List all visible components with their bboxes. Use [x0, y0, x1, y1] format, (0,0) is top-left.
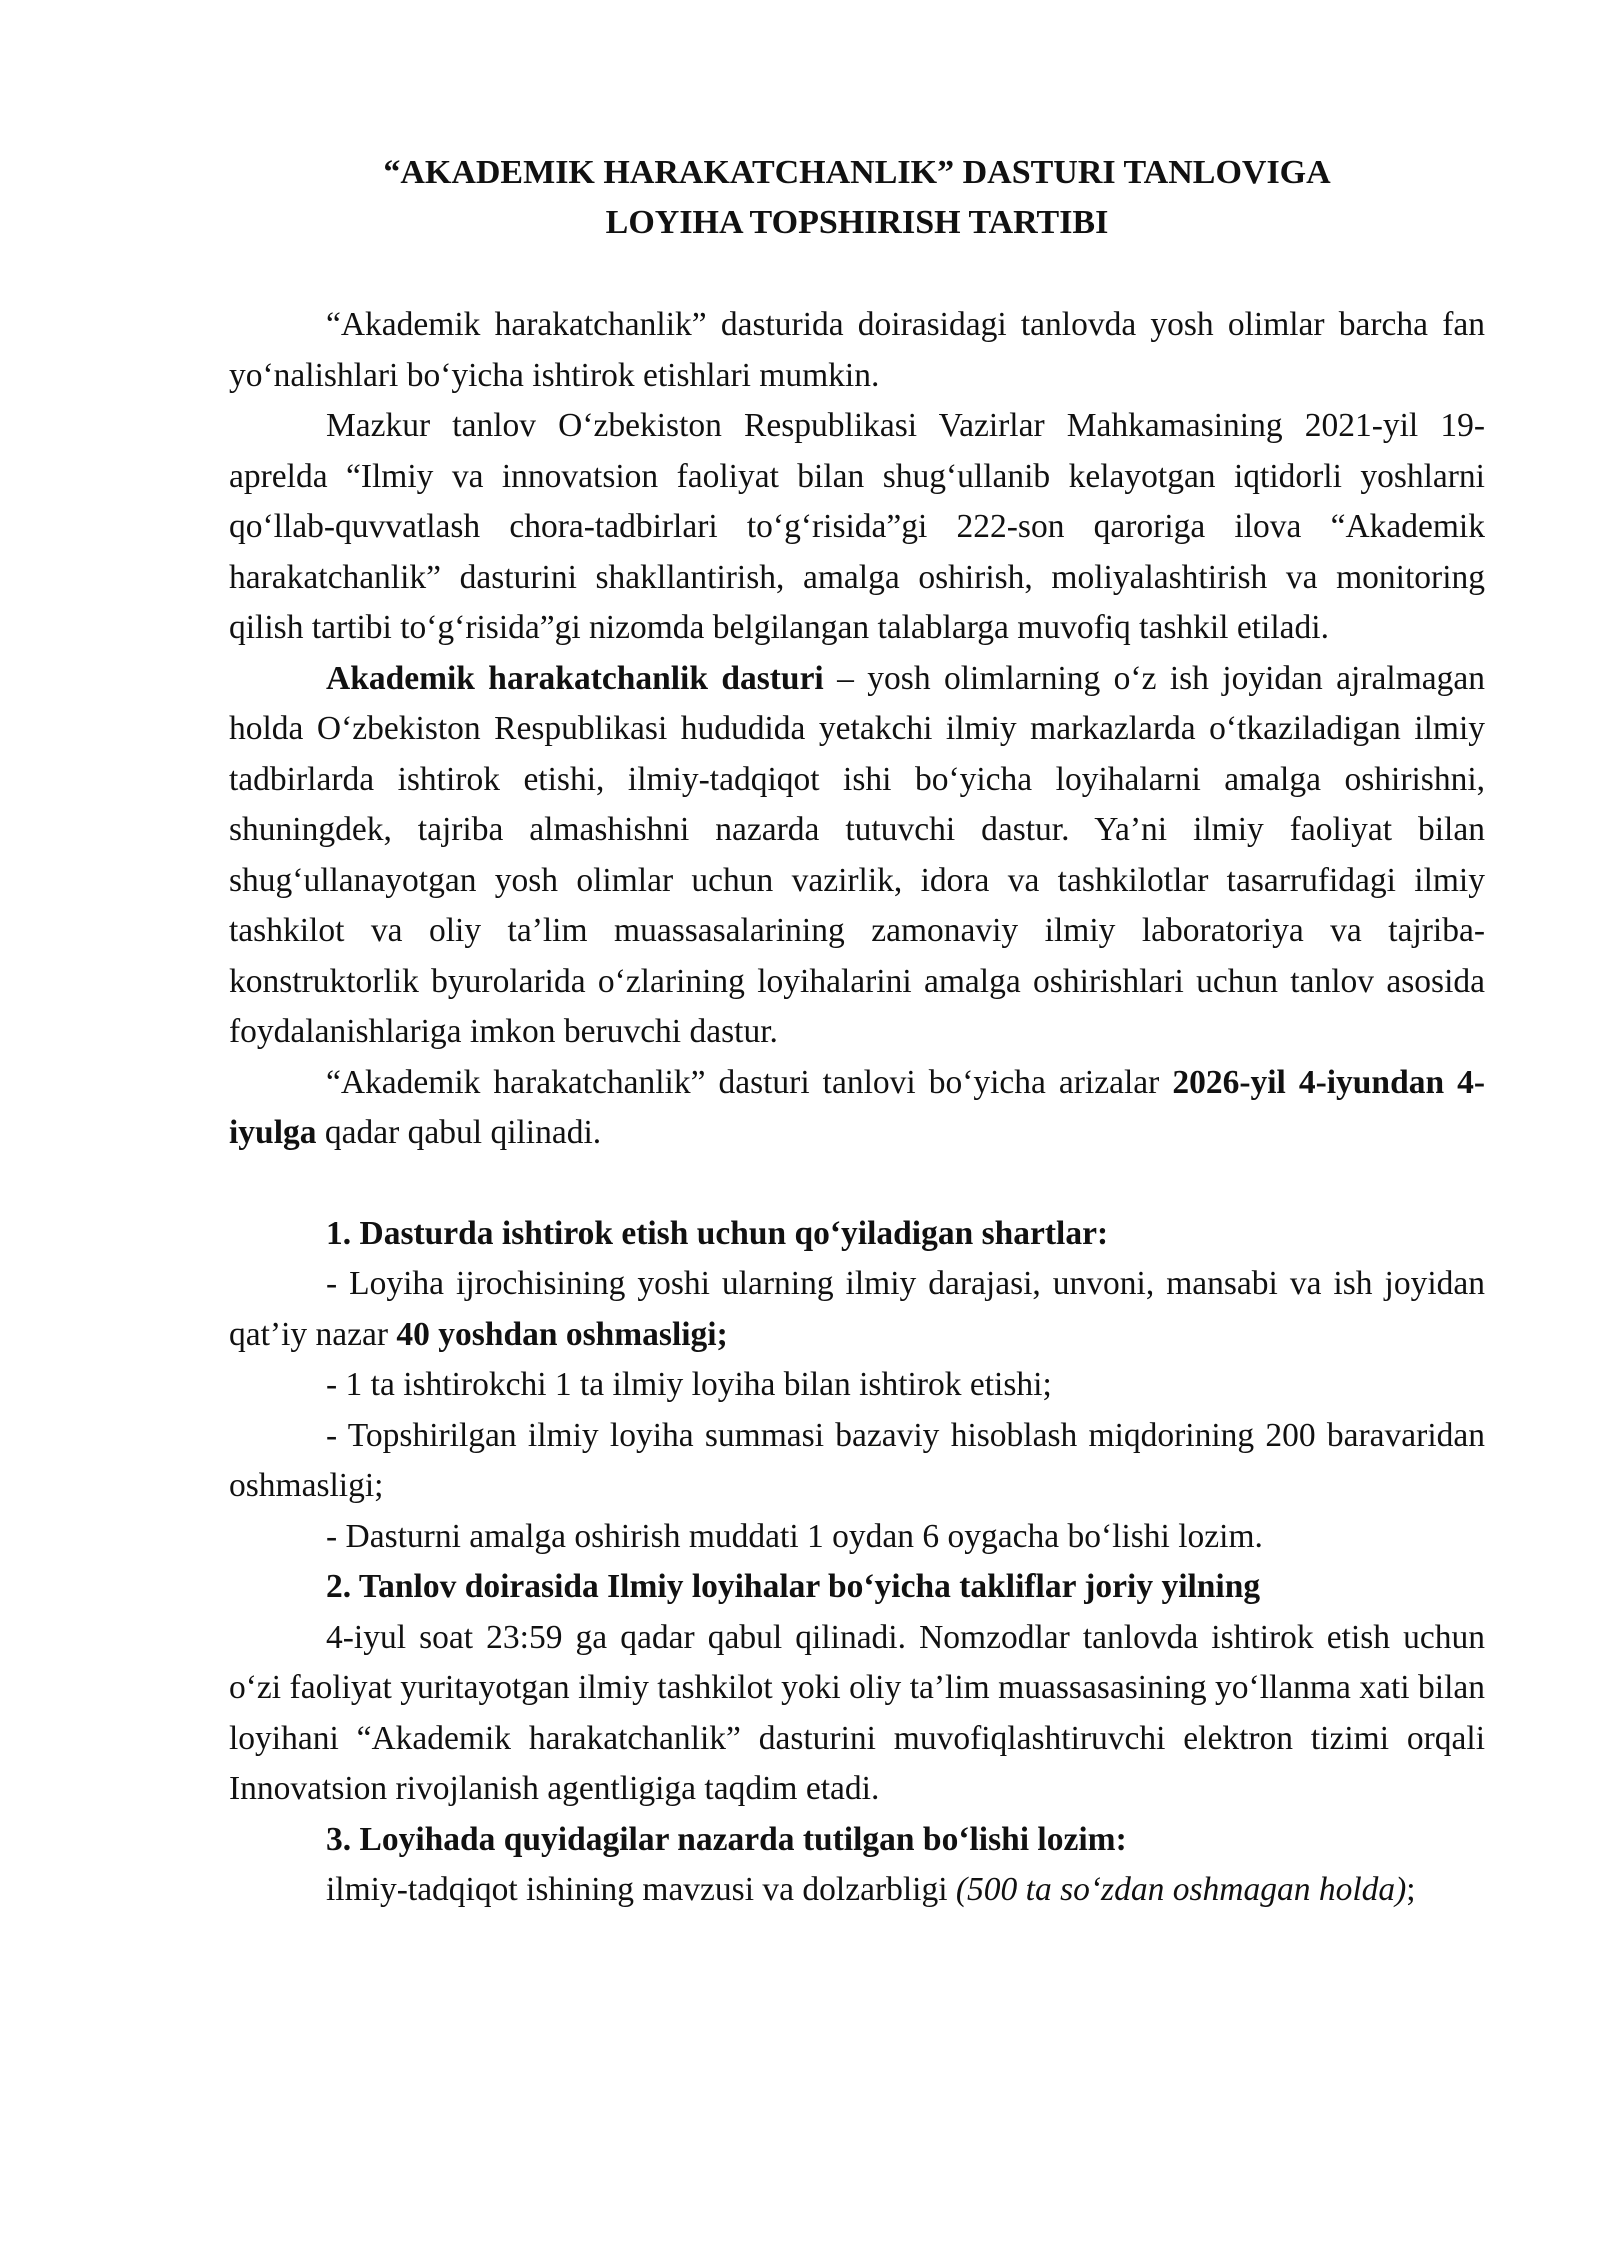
section-1-item-3: - Topshirilgan ilmiy loyiha summasi bazaviy hisoblash miqdorining 200 baravaridan oshmasligi; — [229, 1416, 1485, 1504]
section-2-heading: 2. Tanlov doirasida Ilmiy loyihalar bo‘yicha takliflar joriy yilning — [326, 1568, 1261, 1605]
semicolon: ; — [1406, 1871, 1416, 1908]
program-definition-text: – yosh olimlarning o‘z ish joyidan ajralmagan holda O‘zbekiston Respublikasi hududida yetakchi ilmiy markazlarda o‘tkaziladigan ilmiy tadbirlarda ishtirok etishi, ilmiy-tadqiqot ishi bo‘yicha loyihalarni amalga oshirishni, shuningdek, tajriba almashishni nazarda tutuvchi dastur. Ya’ni ilmiy faoliyat bilan shug‘ullanayotgan yosh olimlar uchun vazirlik, idora va tashkilotlar tasarrufidagi ilmiy tashkilot va oliy ta’lim muassasalarining zamonaviy ilmiy laboratoriya va tajriba-konstruktorlik byurolarida o‘zlarining loyihalarini amalga oshirishlari uchun tanlov asosida foydalanishlariga imkon beruvchi dastur. — [229, 659, 1485, 1050]
title-line-2: LOYIHA TOPSHIRISH TARTIBI — [605, 204, 1109, 241]
section-2-text: 4-iyul soat 23:59 ga qadar qabul qilinadi. Nomzodlar tanlovda ishtirok etish uchun o‘zi faoliyat yuritayotgan ilmiy tashkilot yoki oliy ta’lim muassasasining yo‘llanma xati bilan loyihani “Akademik harakatchanlik” dasturini muvofiqlashtiruvchi elektron tizimi orqali Innovatsion rivojlanish agentligiga taqdim etadi. — [229, 1618, 1485, 1807]
document-page — [229, 148, 1485, 1916]
program-definition-term: Akademik harakatchanlik dasturi — [326, 659, 824, 697]
application-period: 2026-yil 4-iyundan 4-iyulga — [229, 1063, 1485, 1151]
section-1-item-1 — [229, 1259, 1485, 1360]
intro-paragraph-1: “Akademik harakatchanlik” dasturida doirasidagi tanlovda yosh olimlar barcha fan yo‘nalishlari bo‘yicha ishtirok etishlari mumkin. — [229, 306, 1485, 394]
section-3-item-1 — [229, 1865, 1485, 1916]
section-1-heading: 1. Dasturda ishtirok etish uchun qo‘yiladigan shartlar: — [326, 1214, 1109, 1252]
section-3-heading: 3. Loyihada quyidagilar nazarda tutilgan bo‘lishi lozim: — [326, 1820, 1127, 1858]
intro-paragraph-4 — [229, 1058, 1485, 1159]
section-1-item-4: - Dasturni amalga oshirish muddati 1 oydan 6 oygacha bo‘lishi lozim. — [326, 1517, 1263, 1555]
deadline-text-end: qadar qabul qilinadi. — [316, 1114, 602, 1151]
age-limit: 40 yoshdan oshmasligi; — [396, 1315, 728, 1353]
intro-paragraph-3 — [229, 654, 1485, 1058]
word-limit-note: (500 ta so‘zdan oshmagan holda) — [955, 1871, 1407, 1908]
document-title — [229, 148, 1485, 248]
intro-paragraph-2: Mazkur tanlov O‘zbekiston Respublikasi Vazirlar Mahkamasining 2021-yil 19-aprelda “Ilmiy va innovatsion faoliyat bilan shug‘ullanib kelayotgan iqtidorli yoshlarni qo‘llab-quvvatlash chora-tadbirlari to‘g‘risida”gi 222-son qaroriga ilova “Akademik harakatchanlik” dasturini shakllantirish, amalga oshirish, moliyalashtirish va monitoring qilish tartibi to‘g‘risida”gi nizomda belgilangan talablarga muvofiq tashkil etiladi. — [229, 407, 1485, 646]
section-1-item-2: - 1 ta ishtirokchi 1 ta ilmiy loyiha bilan ishtirok etishi; — [326, 1366, 1052, 1403]
age-condition-text: - Loyiha ijrochisining yoshi ularning ilmiy darajasi, unvoni, mansabi va ish joyidan qat’iy nazar — [229, 1265, 1485, 1353]
title-line-1: “AKADEMIK HARAKATCHANLIK” DASTURI TANLOVIGA — [383, 154, 1331, 191]
deadline-text-start: “Akademik harakatchanlik” dasturi tanlovi bo‘yicha arizalar — [326, 1063, 1173, 1101]
topic-requirement-text: ilmiy-tadqiqot ishining mavzusi va dolzarbligi — [326, 1871, 956, 1908]
